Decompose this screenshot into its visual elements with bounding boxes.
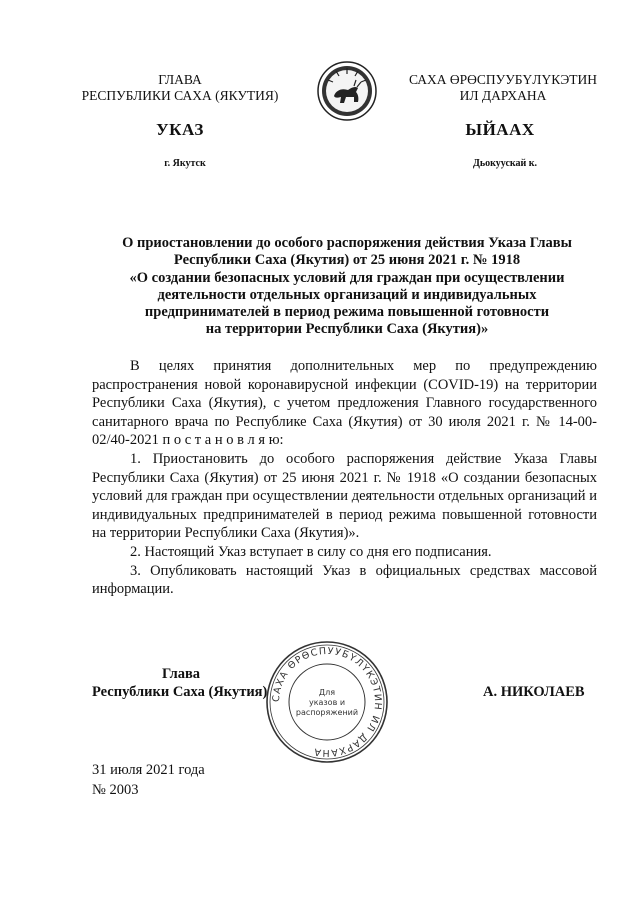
document-footer (92, 760, 205, 800)
title-line: О приостановлении до особого распоряжения действия Указа Главы (122, 235, 572, 251)
preamble-paragraph: В целях принятия дополнительных мер по предупреждению распространения новой коронавирусной инфекции (COVID-19) на территории Республики Саха (Якутия), с учетом предложения Главного государственного санитарного врача по Республике Саха (Якутия) от 30 июля 2021 г. № 14-00-02/40-2021 п о с т а н о в л я ю: (92, 358, 597, 449)
item-3-paragraph: 3. Опубликовать настоящий Указ в официальных средствах массовой информации. (92, 562, 597, 598)
title-line: деятельности отдельных организаций и индивидуальных (157, 286, 537, 303)
svg-text:Для: Для (318, 688, 336, 697)
item-2-paragraph: 2. Настоящий Указ вступает в силу со дня его подписания. (130, 543, 492, 560)
header-right (396, 72, 610, 104)
item-1-paragraph: 1. Приостановить до особого распоряжения действие Указа Главы Республики Саха (Якутия) от 25 июня 2021 г. № 1918 «О создании безопасных условий для граждан при осуществлении деятельности отдельных организаций и индивидуальных предпринимателей в период режима повышенной готовности на территории Республики Саха (Якутия)». (92, 450, 597, 542)
position-line2: Республики Саха (Якутия) (92, 684, 268, 700)
title-line: Республики Саха (Якутия) от 25 июня 2021 г. № 1918 (173, 252, 521, 269)
seal-ring-text: САХА ӨРӨСПУУБҮЛҮКЭТИН ИЛ ДАРХАНА (270, 645, 384, 759)
header-right-line2: ИЛ ДАРХАНА (459, 88, 547, 103)
document-number: № 2003 (92, 782, 139, 798)
doc-type-sakha: ЫЙААХ (465, 120, 535, 139)
document-body (92, 357, 597, 599)
header-left-line2: РЕСПУБЛИКИ САХА (ЯКУТИЯ) (81, 88, 279, 103)
city-ru: г. Якутск (164, 158, 206, 169)
seal-icon (262, 637, 392, 767)
svg-text:распоряжений: распоряжений (295, 708, 359, 717)
doc-type-ru: УКАЗ (156, 120, 204, 139)
header-right-line1: САХА ӨРӨСПУУБҮЛҮКЭТИН (408, 72, 598, 87)
svg-text:указов и: указов и (308, 698, 346, 707)
document-title (92, 235, 602, 339)
official-seal-stamp (262, 637, 392, 767)
coat-of-arms-icon (316, 60, 378, 122)
title-line: на территории Республики Саха (Якутия)» (205, 321, 489, 338)
title-line: предпринимателей в период режима повышенной готовности (144, 304, 550, 321)
coat-of-arms-emblem (316, 60, 378, 122)
position-line1: Глава (162, 666, 201, 682)
signatory-position (92, 665, 272, 701)
city-sakha: Дьокуускай к. (472, 158, 538, 169)
title-line: «О создании безопасных условий для граждан при осуществлении (129, 269, 565, 286)
signatory-name: А. НИКОЛАЕВ (483, 684, 585, 700)
document-date: 31 июля 2021 года (92, 762, 205, 778)
header-left (60, 72, 300, 104)
header-left-line1: ГЛАВА (158, 72, 202, 87)
